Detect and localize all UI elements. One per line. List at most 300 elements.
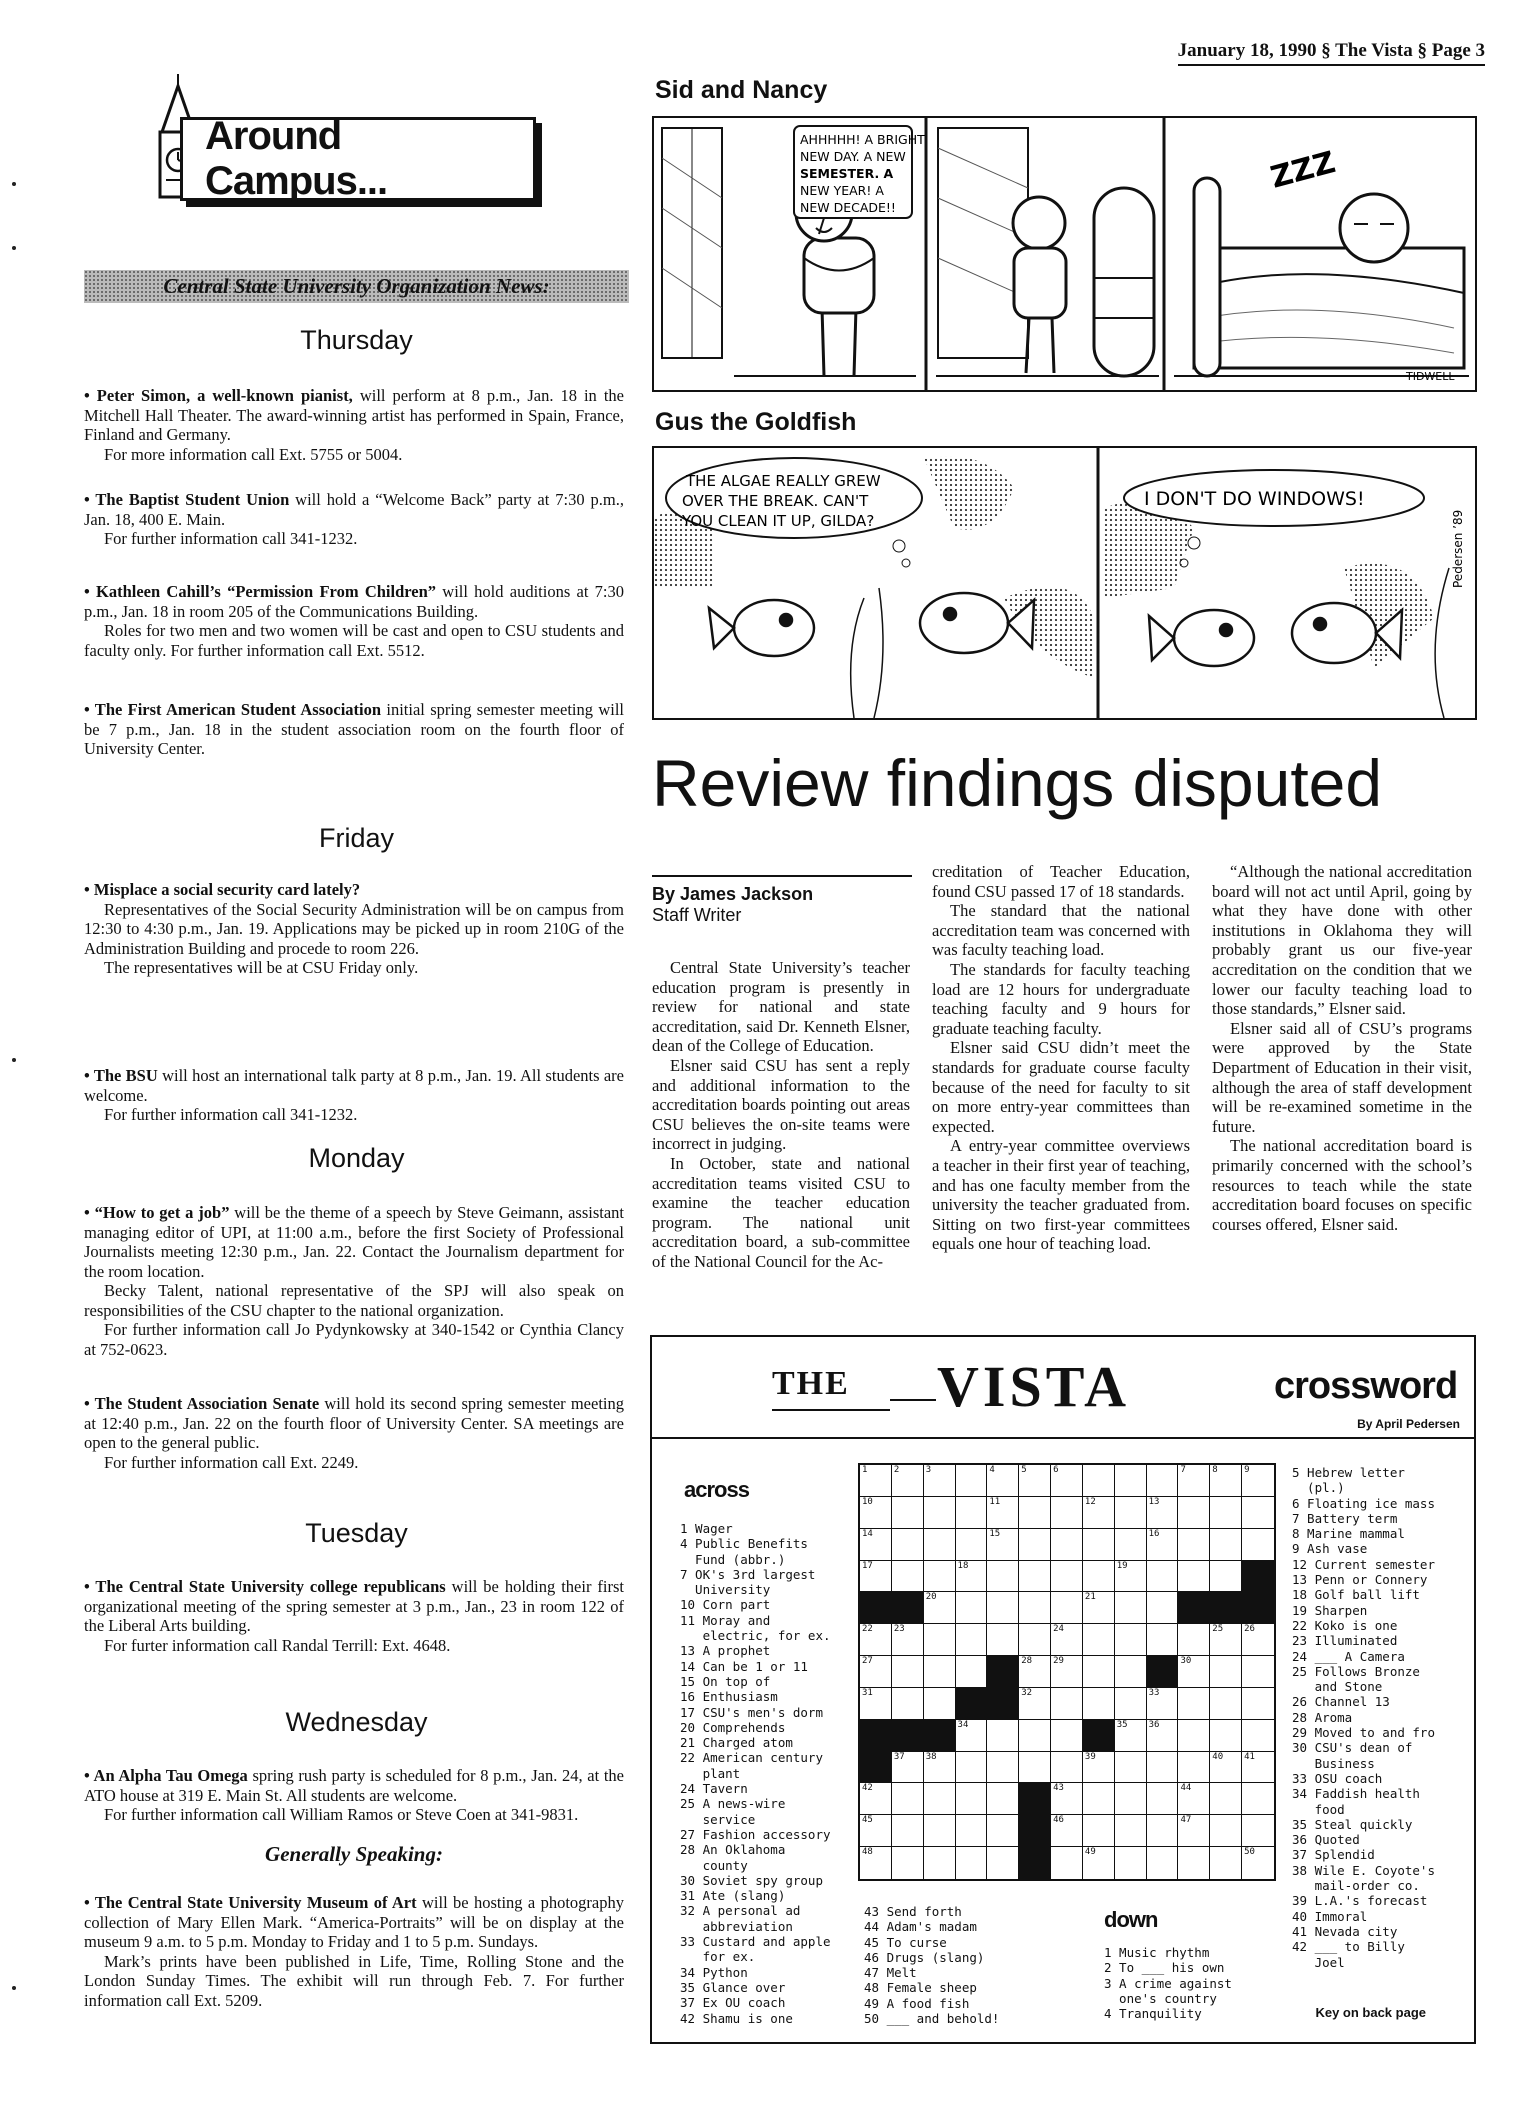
grid-cell[interactable]	[892, 1688, 924, 1720]
clue-line: 9 Ash vase	[1292, 1541, 1368, 1557]
clue-line: 2 To ___ his own	[1104, 1960, 1225, 1976]
grid-block	[1147, 1656, 1179, 1688]
sid-bubble-line: NEW DECADE!!	[800, 200, 896, 215]
grid-cell[interactable]	[1051, 1561, 1083, 1593]
grid-number: 29	[1053, 1656, 1064, 1667]
grid-number: 44	[1180, 1783, 1192, 1794]
grid-cell[interactable]	[1147, 1815, 1179, 1847]
grid-number: 23	[893, 1624, 905, 1635]
grid-cell[interactable]	[1242, 1688, 1274, 1720]
grid-cell[interactable]	[892, 1752, 924, 1784]
clue-line: 22 American century	[680, 1750, 823, 1766]
grid-block	[1019, 1783, 1051, 1815]
grid-cell[interactable]	[987, 1847, 1019, 1879]
list-item: • The Central State University Museum of Art will be hosting a photography collection of Mary Ellen Mark. “America-Portraits” will be on display at the museum 9 a.m. to 5 p.m. Monday to Friday and 1 to 5 p.m. Sundays. Mark’s prints have been published in Life, Time, Rolling Stone and the London Sunday Times. The exhibit will run through Feb. 7. For further information call Ext. 5209.	[84, 1893, 624, 2010]
grid-cell[interactable]	[1210, 1847, 1242, 1879]
grid-cell[interactable]	[956, 1783, 988, 1815]
clue-line: 39 L.A.'s forecast	[1292, 1893, 1428, 1909]
grid-cell[interactable]	[956, 1624, 988, 1656]
grid-cell[interactable]	[1083, 1465, 1115, 1497]
grid-cell[interactable]	[1242, 1529, 1274, 1561]
list-item: • An Alpha Tau Omega spring rush party is scheduled for 8 p.m., Jan. 24, at the ATO house at 319 E. Main St. All students are welcome. For further information call William Ramos or Steve Coen at 341-9831.	[84, 1766, 624, 1824]
grid-cell[interactable]	[987, 1529, 1019, 1561]
grid-cell[interactable]	[1147, 1497, 1179, 1529]
grid-cell[interactable]	[1210, 1783, 1242, 1815]
clue-line: 22 Koko is one	[1292, 1617, 1398, 1633]
grid-number: 27	[862, 1656, 873, 1667]
clue-line: 11 Moray and	[680, 1612, 771, 1628]
grid-cell[interactable]	[1242, 1656, 1274, 1688]
grid-number: 14	[862, 1528, 873, 1539]
grid-number: 5	[1021, 1465, 1027, 1475]
grid-cell[interactable]	[956, 1847, 988, 1879]
clue-line: county	[680, 1857, 748, 1873]
grid-number: 33	[1148, 1687, 1160, 1698]
grid-cell[interactable]	[892, 1561, 924, 1593]
clue-line: plant	[680, 1765, 741, 1781]
clue-line: 13 A prophet	[680, 1643, 771, 1659]
clue-line: service	[680, 1811, 756, 1827]
grid-cell[interactable]	[924, 1624, 956, 1656]
grid-cell[interactable]	[1115, 1465, 1147, 1497]
clue-line: 43 Send forth	[864, 1904, 962, 1919]
clue-line: 42 ___ to Billy	[1292, 1939, 1405, 1955]
grid-cell[interactable]	[1147, 1688, 1179, 1720]
grid-cell[interactable]	[956, 1465, 988, 1497]
down-heading: down	[1104, 1907, 1158, 1932]
grid-cell[interactable]	[1083, 1783, 1115, 1815]
grid-cell[interactable]	[860, 1656, 892, 1688]
grid-cell[interactable]	[956, 1497, 988, 1529]
grid-cell[interactable]	[987, 1592, 1019, 1624]
grid-block	[1242, 1561, 1274, 1593]
grid-cell[interactable]	[1115, 1656, 1147, 1688]
day-heading-monday: Monday	[308, 1143, 405, 1173]
grid-cell[interactable]	[1019, 1656, 1051, 1688]
grid-number: 41	[1244, 1751, 1255, 1762]
grid-cell[interactable]	[1242, 1815, 1274, 1847]
clue-line: 23 Illuminated	[1292, 1633, 1398, 1649]
clue-line: Joel	[1292, 1954, 1345, 1970]
grid-cell[interactable]	[892, 1529, 924, 1561]
grid-cell[interactable]	[1210, 1752, 1242, 1784]
grid-cell[interactable]	[1051, 1847, 1083, 1879]
grid-cell[interactable]	[892, 1783, 924, 1815]
grid-cell[interactable]	[1083, 1529, 1115, 1561]
grid-number: 50	[1244, 1847, 1255, 1858]
grid-number: 25	[1212, 1624, 1224, 1635]
grid-cell[interactable]	[1019, 1465, 1051, 1497]
grid-cell[interactable]	[1242, 1752, 1274, 1784]
grid-cell[interactable]	[924, 1529, 956, 1561]
sid-signature: TIDWELL	[1406, 370, 1455, 383]
grid-cell[interactable]	[1083, 1624, 1115, 1656]
grid-cell[interactable]	[1051, 1497, 1083, 1529]
grid-block	[1019, 1847, 1051, 1879]
clue-line: 24 Tavern	[680, 1781, 748, 1797]
clue-line: 30 Soviet spy group	[680, 1872, 823, 1888]
grid-cell[interactable]	[1147, 1465, 1179, 1497]
gus-signature: Pedersen ’89	[1451, 509, 1465, 588]
grid-cell[interactable]	[1147, 1720, 1179, 1752]
grid-number: 47	[1180, 1815, 1192, 1826]
clue-line: food	[1292, 1801, 1345, 1817]
grid-number: 7	[1180, 1465, 1186, 1475]
grid-cell[interactable]	[1051, 1592, 1083, 1624]
around-campus-logo	[148, 72, 548, 207]
grid-cell[interactable]	[1178, 1656, 1210, 1688]
grid-cell[interactable]	[860, 1815, 892, 1847]
clue-line: 34 Python	[680, 1964, 748, 1980]
grid-cell[interactable]	[924, 1592, 956, 1624]
clue-line: 5 Hebrew letter	[1292, 1465, 1405, 1480]
grid-cell[interactable]	[1019, 1720, 1051, 1752]
grid-cell[interactable]	[924, 1561, 956, 1593]
grid-cell[interactable]	[987, 1752, 1019, 1784]
grid-block	[924, 1720, 956, 1752]
grid-cell[interactable]	[956, 1592, 988, 1624]
clue-line: 25 Follows Bronze	[1292, 1663, 1420, 1679]
grid-cell[interactable]	[1210, 1497, 1242, 1529]
grid-cell[interactable]	[1051, 1815, 1083, 1847]
grid-cell[interactable]	[892, 1497, 924, 1529]
grid-cell[interactable]	[1083, 1497, 1115, 1529]
grid-cell[interactable]	[892, 1815, 924, 1847]
grid-cell[interactable]	[1210, 1720, 1242, 1752]
grid-cell[interactable]	[1019, 1624, 1051, 1656]
grid-cell[interactable]	[1051, 1752, 1083, 1784]
article-column-3: “Although the national accreditation board will not act until April, going by what they have done with other institutions in Oklahoma they will probably grant us our five-year accreditation on the condition that we lower our faculty teaching load to those standards,” Elsner said. Elsner said all of CSU’s programs were approved by the State Department of Education in their visit, although the area of staff development will be re-examined sometime in the future. The national accreditation board is primarily concerned with the school’s resources to teach while the state accreditation board focuses on specific courses offered, Elsner said.	[1212, 862, 1472, 1234]
clue-line: 31 Ate (slang)	[680, 1888, 786, 1904]
grid-cell[interactable]	[924, 1783, 956, 1815]
clue-line: one's country	[1104, 1990, 1217, 2006]
clue-line: 17 CSU's men's dorm	[680, 1704, 823, 1720]
grid-cell[interactable]	[1115, 1529, 1147, 1561]
grid-cell[interactable]	[1083, 1752, 1115, 1784]
grid-number: 13	[1148, 1496, 1160, 1507]
grid-cell[interactable]	[924, 1847, 956, 1879]
grid-cell[interactable]	[1147, 1529, 1179, 1561]
grid-cell[interactable]	[987, 1783, 1019, 1815]
grid-cell[interactable]	[860, 1561, 892, 1593]
comic-title-gus-the-goldfish: Gus the Goldfish	[655, 408, 857, 436]
grid-cell[interactable]	[1019, 1752, 1051, 1784]
clue-line: 45 To curse	[864, 1934, 947, 1950]
grid-cell[interactable]	[987, 1624, 1019, 1656]
grid-cell[interactable]	[1178, 1688, 1210, 1720]
grid-number: 21	[1084, 1592, 1096, 1603]
clue-line: 40 Immoral	[1292, 1908, 1368, 1924]
list-item: • The Baptist Student Union will hold a “Welcome Back” party at 7:30 p.m., Jan. 18, 400 E. Main. For further information call 341-1232.	[84, 490, 624, 548]
across-clues-continued	[864, 1904, 1084, 2026]
grid-cell[interactable]	[1210, 1656, 1242, 1688]
grid-number: 19	[1116, 1560, 1128, 1571]
grid-cell[interactable]	[860, 1497, 892, 1529]
grid-cell[interactable]	[1178, 1465, 1210, 1497]
grid-cell[interactable]	[860, 1783, 892, 1815]
organization-news-banner: Central State University Organization News:	[84, 270, 629, 303]
grid-cell[interactable]	[1115, 1624, 1147, 1656]
grid-cell[interactable]	[1083, 1561, 1115, 1593]
grid-number: 49	[1084, 1847, 1096, 1858]
clue-line: 24 ___ A Camera	[1292, 1648, 1405, 1664]
grid-cell[interactable]	[987, 1720, 1019, 1752]
list-item: • Peter Simon, a well-known pianist, will perform at 8 p.m., Jan. 18 in the Mitchell Hall Theater. The award-winning artist has performed in Spain, France, Finland and Germany. For more information call Ext. 5755 or 5004.	[84, 386, 624, 464]
grid-block	[1178, 1592, 1210, 1624]
grid-cell[interactable]	[1051, 1783, 1083, 1815]
crossword-title: THE VISTA crossword	[772, 1354, 1458, 1419]
grid-cell[interactable]	[1019, 1561, 1051, 1593]
clue-line: 4 Public Benefits	[680, 1536, 808, 1552]
clue-line: 27 Fashion accessory	[680, 1826, 831, 1842]
comic-title-sid-and-nancy: Sid and Nancy	[655, 76, 828, 104]
clue-line: 20 Comprehends	[680, 1719, 786, 1735]
grid-block	[860, 1752, 892, 1784]
grid-cell[interactable]	[1210, 1561, 1242, 1593]
grid-number: 36	[1148, 1719, 1160, 1730]
grid-cell[interactable]	[1083, 1592, 1115, 1624]
grid-number: 15	[989, 1528, 1001, 1539]
grid-cell[interactable]	[1178, 1497, 1210, 1529]
grid-cell[interactable]	[1147, 1847, 1179, 1879]
grid-cell[interactable]	[924, 1497, 956, 1529]
grid-cell[interactable]	[892, 1847, 924, 1879]
grid-cell[interactable]	[1210, 1624, 1242, 1656]
clue-line: 3 A crime against	[1104, 1975, 1232, 1991]
sid-bubble-line: SEMESTER. A	[800, 166, 894, 181]
grid-cell[interactable]	[924, 1465, 956, 1497]
day-heading-thursday: Thursday	[300, 325, 413, 355]
clue-line: 44 Adam's madam	[864, 1919, 977, 1935]
grid-cell[interactable]	[1178, 1561, 1210, 1593]
grid-cell[interactable]	[1242, 1465, 1274, 1497]
grid-cell[interactable]	[1115, 1783, 1147, 1815]
comic-strip-gus-the-goldfish	[652, 446, 1477, 720]
grid-number: 28	[1021, 1656, 1033, 1667]
grid-cell[interactable]	[1147, 1624, 1179, 1656]
grid-cell[interactable]	[956, 1720, 988, 1752]
grid-cell[interactable]	[1147, 1752, 1179, 1784]
grid-cell[interactable]	[1115, 1688, 1147, 1720]
grid-cell[interactable]	[1051, 1720, 1083, 1752]
gus-bubble-line: YOU CLEAN IT UP, GILDA?	[682, 512, 875, 530]
around-campus-title: Around Campus...	[205, 114, 388, 203]
grid-cell[interactable]	[1019, 1688, 1051, 1720]
clue-line: 50 ___ and behold!	[864, 2011, 1000, 2027]
grid-cell[interactable]	[860, 1465, 892, 1497]
clue-line: 7 Battery term	[1292, 1510, 1398, 1526]
clue-line: 15 On top of	[680, 1673, 771, 1689]
grid-number: 20	[925, 1592, 937, 1603]
clue-line: for ex.	[680, 1949, 756, 1965]
day-heading-friday: Friday	[318, 823, 394, 853]
clue-line: 7 OK's 3rd largest	[680, 1566, 816, 1582]
grid-number: 46	[1053, 1815, 1064, 1826]
grid-cell[interactable]	[1019, 1497, 1051, 1529]
grid-cell[interactable]	[1051, 1656, 1083, 1688]
clue-line: Fund (abbr.)	[680, 1551, 786, 1567]
grid-cell[interactable]	[860, 1688, 892, 1720]
grid-number: 16	[1148, 1528, 1160, 1539]
grid-cell[interactable]	[1242, 1847, 1274, 1879]
gus-bubble-line: OVER THE BREAK. CAN'T	[682, 492, 869, 510]
grid-cell[interactable]	[1051, 1465, 1083, 1497]
clue-line: 35 Steal quickly	[1292, 1816, 1413, 1832]
grid-number: 40	[1212, 1751, 1224, 1762]
grid-cell[interactable]	[987, 1465, 1019, 1497]
byline: By James Jackson Staff Writer	[652, 884, 814, 925]
clue-line: 35 Glance over	[680, 1979, 786, 1995]
grid-cell[interactable]	[956, 1815, 988, 1847]
article-column-2: creditation of Teacher Education, found CSU passed 17 of 18 standards. The standard that the national accreditation team was concerned with was faculty teaching load. The standards for faculty teaching load are 12 hours for undergraduate teaching faculty and 9 hours for graduate teaching faculty. Elsner said CSU didn’t meet the standards for graduate course faculty because of the need for faculty to sit on more entry-year committees than expected. A entry-year committee overviews a teacher in their first year of teaching, and has one faculty member from the university the teacher graduated from. Sitting on two first-year committees equals one hour of teaching load.	[932, 862, 1190, 1254]
grid-cell[interactable]	[1051, 1624, 1083, 1656]
grid-cell[interactable]	[1242, 1497, 1274, 1529]
clue-line: 33 Custard and apple	[680, 1934, 831, 1950]
grid-cell[interactable]	[1115, 1815, 1147, 1847]
grid-cell[interactable]	[860, 1847, 892, 1879]
clue-line: 1 Wager	[680, 1521, 733, 1536]
grid-block	[987, 1656, 1019, 1688]
grid-number: 37	[893, 1751, 905, 1762]
list-item: • The BSU will host an international talk party at 8 p.m., Jan. 19. All students are welcome. For further information call 341-1232.	[84, 1066, 624, 1124]
down-clues-continued	[1292, 1465, 1472, 1970]
grid-cell[interactable]	[1210, 1688, 1242, 1720]
grid-number: 17	[862, 1560, 873, 1571]
grid-cell[interactable]	[956, 1752, 988, 1784]
clue-line: 42 Shamu is one	[680, 2010, 793, 2026]
grid-number: 22	[862, 1624, 873, 1635]
grid-cell[interactable]	[860, 1624, 892, 1656]
grid-cell[interactable]	[1051, 1529, 1083, 1561]
grid-cell[interactable]	[924, 1688, 956, 1720]
grid-cell[interactable]	[1210, 1465, 1242, 1497]
grid-number: 12	[1084, 1496, 1096, 1507]
grid-number: 31	[862, 1687, 873, 1698]
grid-number: 10	[862, 1496, 873, 1507]
grid-cell[interactable]	[1178, 1847, 1210, 1879]
grid-block	[860, 1592, 892, 1624]
clue-line: 34 Faddish health	[1292, 1786, 1420, 1802]
comic-strip-sid-and-nancy	[652, 116, 1477, 392]
article-headline: Review findings disputed	[652, 746, 1383, 820]
grid-cell[interactable]	[1083, 1688, 1115, 1720]
grid-block	[860, 1720, 892, 1752]
grid-number: 1	[862, 1465, 868, 1475]
clue-line: 21 Charged atom	[680, 1735, 793, 1751]
crossword-author: By April Pedersen	[1357, 1417, 1460, 1431]
grid-cell[interactable]	[924, 1752, 956, 1784]
grid-cell[interactable]	[892, 1624, 924, 1656]
grid-number: 38	[925, 1751, 937, 1762]
grid-cell[interactable]	[1242, 1783, 1274, 1815]
grid-cell[interactable]	[1242, 1720, 1274, 1752]
list-item: • The First American Student Association initial spring semester meeting will be 7 p.m., Jan. 18 in the student association room on the fourth floor of University Center.	[84, 700, 624, 758]
grid-cell[interactable]	[987, 1815, 1019, 1847]
grid-number: 45	[862, 1815, 873, 1826]
sid-bubble-line: NEW DAY. A NEW	[800, 149, 906, 164]
sid-zzz-text: ZZZ	[1267, 145, 1340, 196]
grid-cell[interactable]	[1115, 1592, 1147, 1624]
grid-cell[interactable]	[1115, 1497, 1147, 1529]
grid-cell[interactable]	[987, 1561, 1019, 1593]
grid-cell[interactable]	[1115, 1847, 1147, 1879]
grid-cell[interactable]	[1178, 1815, 1210, 1847]
clue-line: 1 Music rhythm	[1104, 1945, 1210, 1960]
grid-cell[interactable]	[956, 1656, 988, 1688]
generally-speaking-heading: Generally Speaking:	[265, 1842, 443, 1866]
grid-cell[interactable]	[1147, 1561, 1179, 1593]
grid-cell[interactable]	[892, 1656, 924, 1688]
clue-line: 47 Melt	[864, 1965, 917, 1981]
clue-line: 41 Nevada city	[1292, 1923, 1398, 1939]
grid-number: 32	[1021, 1687, 1033, 1698]
clue-line: 37 Splendid	[1292, 1847, 1375, 1863]
grid-block	[1242, 1592, 1274, 1624]
grid-cell[interactable]	[1178, 1624, 1210, 1656]
across-clues	[680, 1521, 855, 2026]
grid-cell[interactable]	[956, 1529, 988, 1561]
grid-cell[interactable]	[1178, 1783, 1210, 1815]
clue-line: 19 Sharpen	[1292, 1602, 1368, 1618]
clue-line: 16 Enthusiasm	[680, 1689, 778, 1705]
grid-cell[interactable]	[1115, 1752, 1147, 1784]
clue-line: 29 Moved to and fro	[1292, 1725, 1435, 1741]
grid-cell[interactable]	[1019, 1592, 1051, 1624]
grid-number: 26	[1244, 1624, 1255, 1635]
sid-bubble-line: AHHHHH! A BRIGHT	[800, 132, 925, 147]
grid-cell[interactable]	[924, 1656, 956, 1688]
clue-line: abbreviation	[680, 1918, 793, 1934]
grid-cell[interactable]	[1115, 1720, 1147, 1752]
crossword-grid[interactable]	[858, 1463, 1276, 1881]
grid-cell[interactable]	[1083, 1815, 1115, 1847]
clue-line: 14 Can be 1 or 11	[680, 1658, 808, 1674]
grid-cell[interactable]	[956, 1561, 988, 1593]
clue-line: 28 An Oklahoma	[680, 1842, 786, 1858]
grid-cell[interactable]	[860, 1529, 892, 1561]
clue-line: 33 OSU coach	[1292, 1770, 1383, 1786]
clue-line: 25 A news-wire	[680, 1796, 786, 1812]
grid-cell[interactable]	[1019, 1529, 1051, 1561]
grid-cell[interactable]	[1210, 1815, 1242, 1847]
across-heading: across	[684, 1477, 749, 1502]
grid-cell[interactable]	[924, 1815, 956, 1847]
grid-block	[892, 1592, 924, 1624]
down-clues	[1104, 1945, 1274, 2021]
grid-number: 6	[1053, 1465, 1059, 1475]
grid-cell[interactable]	[1210, 1529, 1242, 1561]
grid-cell[interactable]	[1051, 1688, 1083, 1720]
grid-cell[interactable]	[1242, 1624, 1274, 1656]
grid-cell[interactable]	[987, 1497, 1019, 1529]
grid-cell[interactable]	[1083, 1656, 1115, 1688]
grid-block	[956, 1688, 988, 1720]
grid-cell[interactable]	[1178, 1752, 1210, 1784]
grid-cell[interactable]	[1147, 1783, 1179, 1815]
list-item: • Kathleen Cahill’s “Permission From Children” will hold auditions at 7:30 p.m., Jan. 18 in room 205 of the Communications Building. Roles for two men and two women will be cast and open to CSU students and faculty only. For further information call Ext. 5512.	[84, 582, 624, 660]
grid-number: 4	[989, 1465, 995, 1475]
clue-line: 18 Golf ball lift	[1292, 1587, 1420, 1603]
grid-cell[interactable]	[1178, 1529, 1210, 1561]
grid-number: 34	[957, 1719, 969, 1730]
grid-cell[interactable]	[892, 1465, 924, 1497]
grid-number: 2	[893, 1465, 900, 1475]
grid-cell[interactable]	[1083, 1847, 1115, 1879]
grid-cell[interactable]	[1115, 1561, 1147, 1593]
clue-line: 12 Current semester	[1292, 1556, 1435, 1572]
grid-cell[interactable]	[1178, 1720, 1210, 1752]
grid-cell[interactable]	[1147, 1592, 1179, 1624]
